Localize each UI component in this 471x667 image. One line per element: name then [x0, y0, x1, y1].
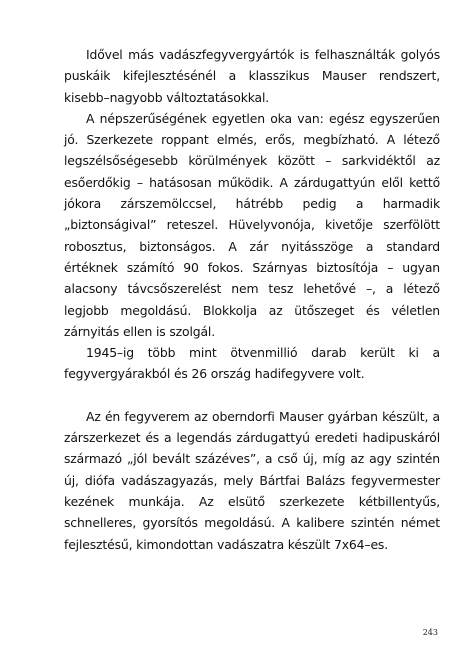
paragraph-2: A népszerűségének egyetlen oka van: egész egyszerűen jó. Szerkezete roppant elmés, erős, megbízható. A létező legszélsőségesebb körülmények között – sarkvidéktől az esőerdőkig – hatásosan működik. A zárdugattyún elől kettő jókora zárszemölccsel, hátrébb pedig a harmadik „biztonságival” reteszel. Hüvelyvonója, kivetője szerfölött robosztus, biztonságos. A zár nyitásszöge a standard értéknek számító 90 fokos. Szárnyas biztosítója – ugyan alacsony távcsőszerelést nem tesz lehetővé –, a létező legjobb megoldású. Blokkolja az ütőszeget és véletlen zárnyitás ellen is szolgál.: [64, 110, 440, 339]
body-text: [64, 44, 440, 555]
paragraph-1: Idővel más vadászfegyvergyártók is felhasználták golyós puskáik kifejlesztésénél a klasszikus Mauser rendszert, kisebb–nagyobb változtatásokkal.: [64, 47, 440, 105]
paragraph-3: 1945–ig több mint ötvenmillió darab került ki a fegyvergyárakból és 26 ország hadifegyvere volt.: [64, 345, 440, 382]
page-number: 243: [422, 628, 438, 637]
paragraph-4: Az én fegyverem az oberndorfi Mauser gyárban készült, a zárszerkezet és a legendás zárdugattyú eredeti hadipuskáról származó „jól bevált százéves”, a cső új, míg az agy szintén új, diófa vadászagyazás, mely Bártfai Balázs fegyvermester kezének munkája. Az elsütő szerkezete kétbillentyűs, schnelleres, gyorsítós megoldású. A kalibere szintén német fejlesztésű, kimondottan vadászatra készült 7x64–es.: [64, 408, 440, 552]
